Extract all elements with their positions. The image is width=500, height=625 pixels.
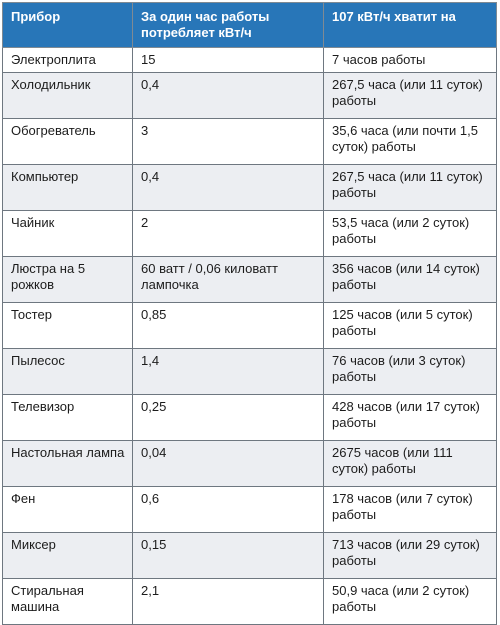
cell-appliance: Фен [3, 487, 133, 533]
cell-duration: 428 часов (или 17 суток) работы [324, 395, 497, 441]
appliance-energy-table [2, 2, 497, 625]
cell-consumption: 0,6 [133, 487, 324, 533]
table-row [3, 533, 497, 579]
cell-consumption: 0,04 [133, 441, 324, 487]
table-row [3, 257, 497, 303]
table-row [3, 441, 497, 487]
cell-duration: 53,5 часа (или 2 суток) работы [324, 211, 497, 257]
table-row [3, 487, 497, 533]
cell-consumption: 3 [133, 119, 324, 165]
cell-duration: 178 часов (или 7 суток) работы [324, 487, 497, 533]
table-row [3, 349, 497, 395]
column-header-appliance: Прибор [3, 3, 133, 48]
cell-consumption: 15 [133, 48, 324, 73]
table-row [3, 303, 497, 349]
cell-appliance: Телевизор [3, 395, 133, 441]
table-row [3, 579, 497, 625]
column-header-consumption-per-hour: За один час работы потребляет кВт/ч [133, 3, 324, 48]
cell-duration: 2675 часов (или 111 суток) работы [324, 441, 497, 487]
cell-consumption: 0,85 [133, 303, 324, 349]
cell-appliance: Тостер [3, 303, 133, 349]
cell-duration: 713 часов (или 29 суток) работы [324, 533, 497, 579]
cell-duration: 50,9 часа (или 2 суток) работы [324, 579, 497, 625]
cell-duration: 267,5 часа (или 11 суток) работы [324, 73, 497, 119]
table-row [3, 165, 497, 211]
cell-consumption: 0,4 [133, 73, 324, 119]
cell-appliance: Обогреватель [3, 119, 133, 165]
cell-appliance: Пылесос [3, 349, 133, 395]
cell-appliance: Миксер [3, 533, 133, 579]
table-row [3, 395, 497, 441]
cell-consumption: 2,1 [133, 579, 324, 625]
cell-appliance: Компьютер [3, 165, 133, 211]
cell-appliance: Настольная лампа [3, 441, 133, 487]
table-header [3, 3, 497, 48]
cell-consumption: 2 [133, 211, 324, 257]
cell-duration: 35,6 часа (или почти 1,5 суток) работы [324, 119, 497, 165]
table-row [3, 119, 497, 165]
cell-duration: 76 часов (или 3 суток) работы [324, 349, 497, 395]
cell-consumption: 1,4 [133, 349, 324, 395]
cell-consumption: 0,25 [133, 395, 324, 441]
table-row [3, 73, 497, 119]
table-row [3, 211, 497, 257]
cell-consumption: 0,4 [133, 165, 324, 211]
cell-duration: 7 часов работы [324, 48, 497, 73]
cell-consumption: 0,15 [133, 533, 324, 579]
cell-duration: 356 часов (или 14 суток) работы [324, 257, 497, 303]
column-header-107-kwh-duration: 107 кВт/ч хватит на [324, 3, 497, 48]
cell-consumption: 60 ватт / 0,06 киловатт лампочка [133, 257, 324, 303]
cell-appliance: Холодильник [3, 73, 133, 119]
table-body [3, 48, 497, 625]
cell-appliance: Люстра на 5 рожков [3, 257, 133, 303]
table-row [3, 48, 497, 73]
appliance-energy-table-container [2, 2, 496, 625]
cell-duration: 125 часов (или 5 суток) работы [324, 303, 497, 349]
header-row [3, 3, 497, 48]
cell-appliance: Стиральная машина [3, 579, 133, 625]
cell-appliance: Чайник [3, 211, 133, 257]
cell-appliance: Электроплита [3, 48, 133, 73]
cell-duration: 267,5 часа (или 11 суток) работы [324, 165, 497, 211]
